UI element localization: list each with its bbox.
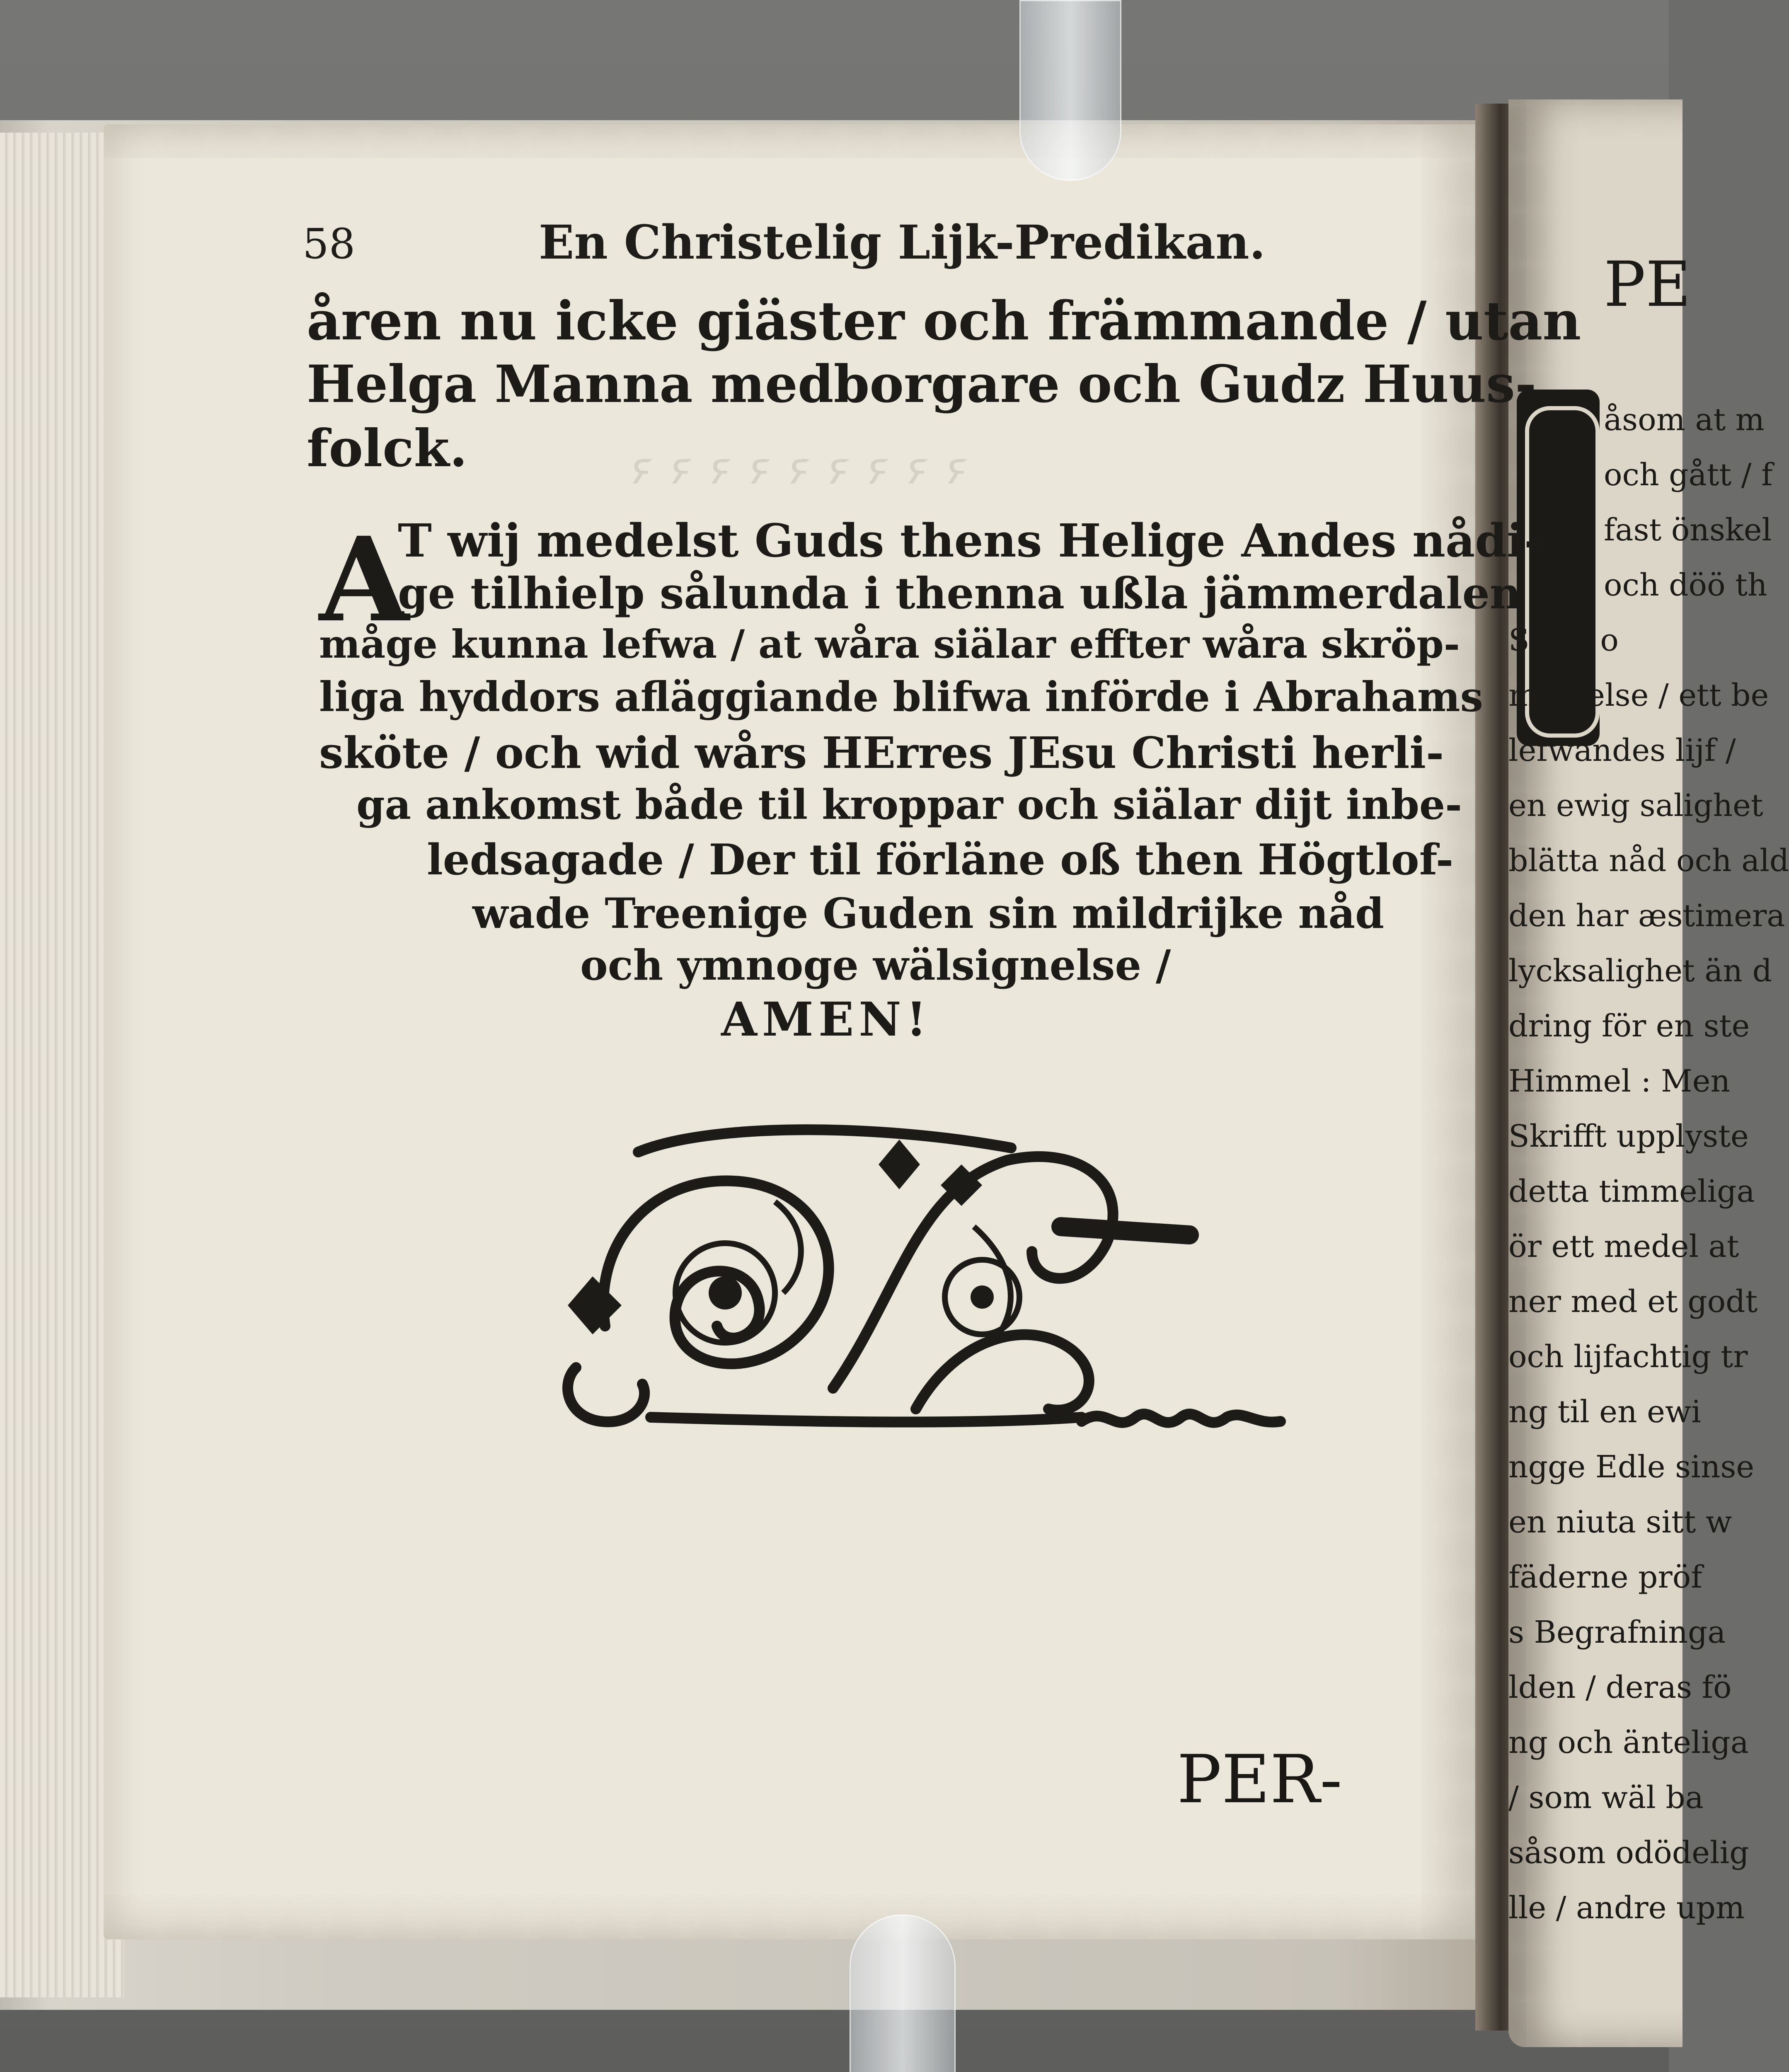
right-page-line: åsom at m xyxy=(1604,402,1765,438)
right-page-line: lden / deras fö xyxy=(1508,1670,1732,1705)
paragraph2-line: ge tilhielp sålunda i thenna ußla jämmerdalen xyxy=(398,568,1521,619)
right-page-line: ng til en ewi xyxy=(1508,1394,1701,1430)
right-page-line: detta timmeliga xyxy=(1508,1174,1755,1209)
paragraph2-line: T wij medelst Guds thens Helige Andes nådi- xyxy=(398,514,1543,567)
drop-cap: A xyxy=(319,512,409,648)
paragraph1-line: Helga Manna medborgare och Gudz Huus- xyxy=(307,354,1537,414)
paragraph2-line: ga ankomst både til kroppar och siälar dijt inbe- xyxy=(356,781,1462,829)
page-clip-bottom xyxy=(850,1915,956,2072)
right-page-line: s Begrafninga xyxy=(1508,1615,1726,1650)
right-page-line: lefwandes lijf / xyxy=(1508,733,1736,768)
right-page-line: ör ett medel at xyxy=(1508,1229,1739,1264)
right-page-line: såsom odödelig xyxy=(1508,1835,1749,1871)
right-page-line: och döö th xyxy=(1604,567,1767,603)
paragraph1-line: åren nu icke giäster och främmande / utan xyxy=(307,290,1581,352)
decorative-ornament xyxy=(543,1119,1289,1459)
right-page-line: lle / andre upm xyxy=(1508,1890,1745,1926)
catchword: PER- xyxy=(1177,1740,1342,1818)
page-number: 58 xyxy=(303,220,356,268)
right-page-line: ng och änteliga xyxy=(1508,1725,1749,1760)
right-page-line: / som wäl ba xyxy=(1508,1780,1704,1815)
paragraph2-line: måge kunna lefwa / at wåra siälar effter wåra skröp- xyxy=(319,622,1460,667)
right-page-line: Himmel : Men xyxy=(1508,1063,1731,1099)
right-page-line: Skrifft upplyste xyxy=(1508,1118,1749,1154)
right-page-line: fäderne pröf xyxy=(1508,1559,1702,1595)
paragraph2-line: wade Treenige Guden sin mildrijke nåd xyxy=(472,889,1385,938)
right-page-line: en ewig salighet xyxy=(1508,788,1763,823)
right-page-line: en niuta sitt w xyxy=(1508,1504,1732,1540)
right-page-line: dring för en ste xyxy=(1508,1008,1750,1044)
right-page-line: minnelse / ett be xyxy=(1508,678,1769,713)
right-page-line: lycksalighet än d xyxy=(1508,953,1772,989)
right-page-line: blätta nåd och ald xyxy=(1508,843,1789,879)
paragraph2-line: och ymnoge wälsignelse / xyxy=(580,941,1171,990)
right-page-line: Så är o xyxy=(1508,622,1619,658)
right-page-line: fast önskel xyxy=(1604,512,1772,548)
right-page-line: den har æstimera xyxy=(1508,898,1785,934)
paragraph2-line: AMEN! xyxy=(721,992,932,1047)
running-head: En Christelig Lijk-Predikan. xyxy=(539,215,1266,270)
paragraph1-line: folck. xyxy=(307,419,467,479)
page-clip-top xyxy=(1019,0,1121,181)
right-page-line: och gått / f xyxy=(1604,457,1773,493)
paragraph2-line: liga hyddors afläggiande blifwa införde i Abrahams xyxy=(319,673,1483,721)
right-page-line: ngge Edle sinse xyxy=(1508,1449,1755,1485)
paragraph2-line: ledsagade / Der til förläne oß then Högtlof- xyxy=(427,835,1454,885)
bleed-through-text: ꝛ ꝛ ꝛ ꝛ ꝛ ꝛ ꝛ ꝛ ꝛ xyxy=(630,441,969,494)
paragraph2-line: sköte / och wid wårs HErres JEsu Christi herli- xyxy=(319,727,1444,778)
right-page-line: och lijfachtig tr xyxy=(1508,1339,1748,1375)
right-page-line: ner med et godt xyxy=(1508,1284,1758,1319)
right-page-heading: PE xyxy=(1604,249,1691,321)
